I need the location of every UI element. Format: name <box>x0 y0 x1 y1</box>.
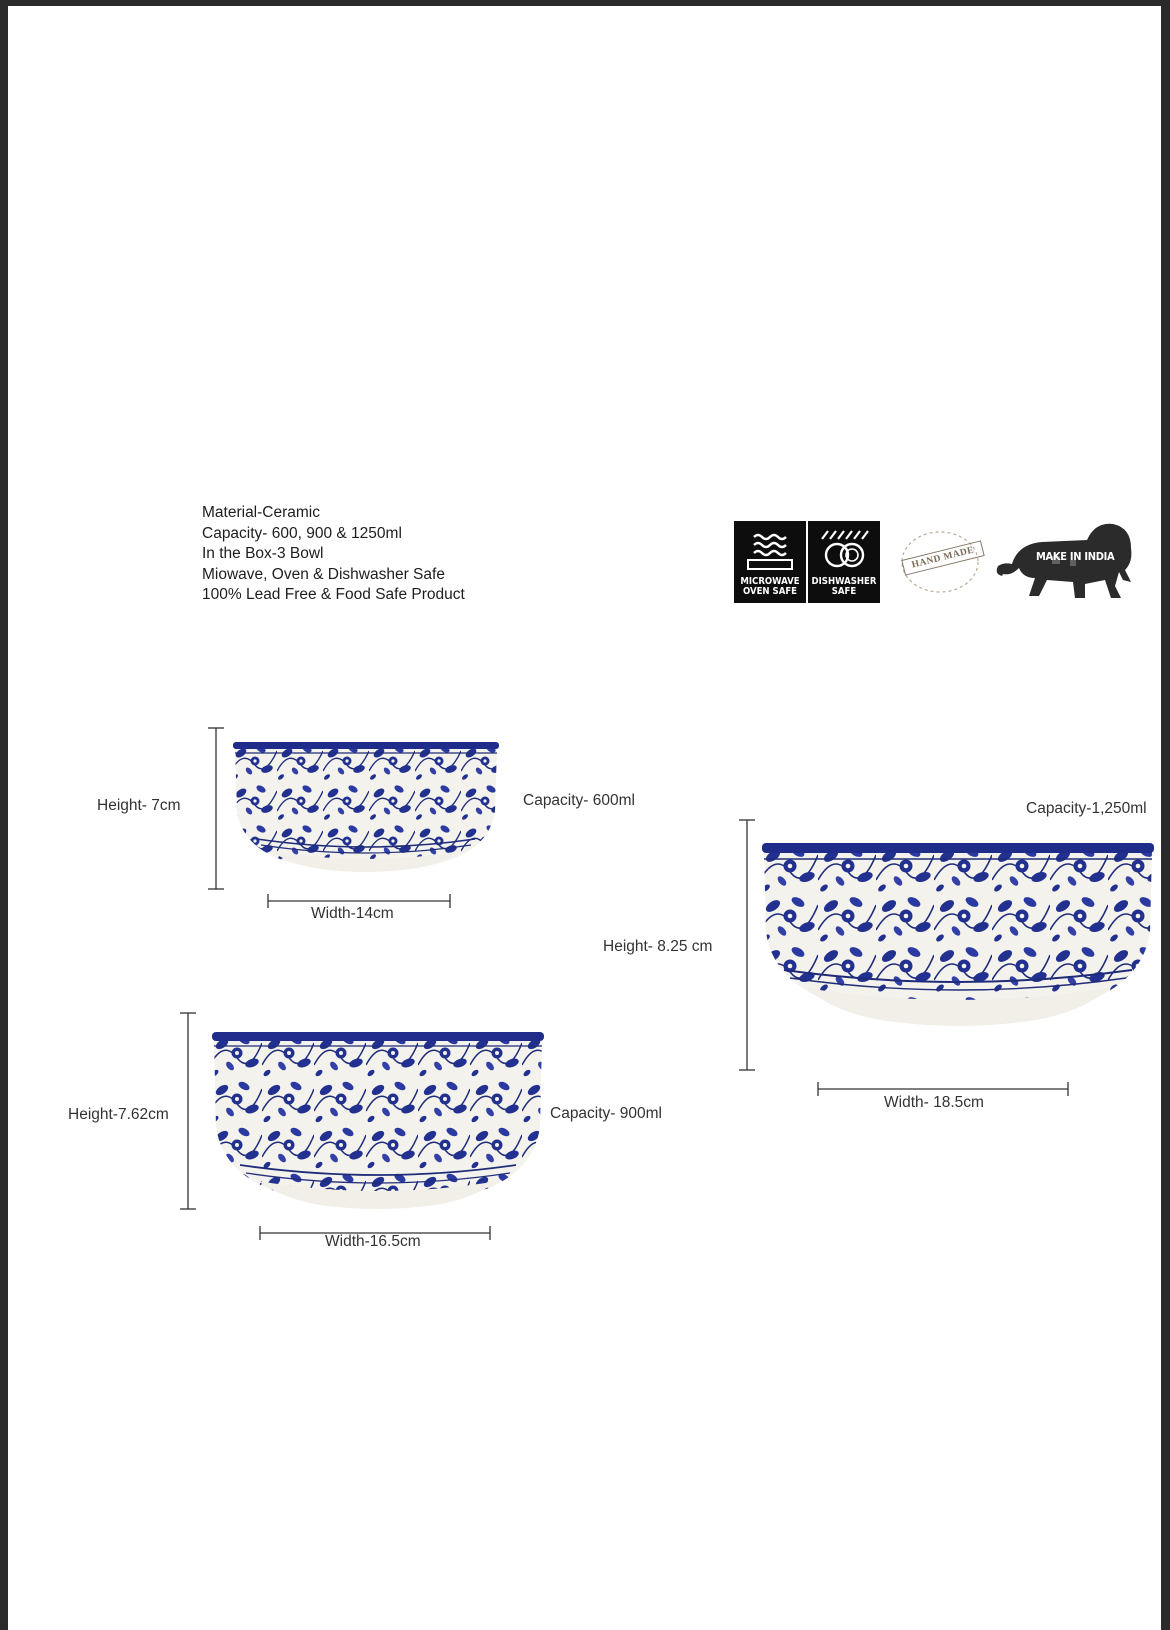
handmade-label: HAND MADE <box>901 540 984 575</box>
dishwasher-safe-badge <box>808 521 880 603</box>
microwave-waves-icon <box>734 525 806 575</box>
spec-lead-free: 100% Lead Free & Food Safe Product <box>202 586 465 604</box>
small-bowl-capacity-label: Capacity- 600ml <box>523 792 635 809</box>
make-in-india-lion-icon <box>992 516 1142 611</box>
handmade-stamp <box>894 526 986 598</box>
large-bowl-height-dimension <box>737 818 757 1072</box>
large-bowl-width-label: Width- 18.5cm <box>884 1094 984 1111</box>
small-bowl-height-dimension <box>206 726 226 891</box>
medium-bowl-image <box>210 1031 546 1219</box>
spec-capacity: Capacity- 600, 900 & 1250ml <box>202 524 402 542</box>
spec-list <box>202 503 465 606</box>
small-bowl-image <box>231 741 501 881</box>
large-bowl-height-label: Height- 8.25 cm <box>603 938 713 955</box>
small-bowl-height-label: Height- 7cm <box>97 797 181 814</box>
spec-material: Material-Ceramic <box>202 504 320 521</box>
medium-bowl-height-dimension <box>178 1011 198 1211</box>
microwave-safe-badge <box>734 521 806 603</box>
spec-safe: Miowave, Oven & Dishwasher Safe <box>202 565 445 583</box>
make-in-india-label: MAKE IN INDIA <box>1036 550 1115 563</box>
large-bowl-image <box>760 842 1156 1042</box>
medium-bowl-width-label: Width-16.5cm <box>325 1233 421 1250</box>
large-bowl-capacity-label: Capacity-1,250ml <box>1026 800 1147 817</box>
dishwasher-badge-label: DISHWASHER SAFE <box>811 576 877 597</box>
small-bowl-width-label: Width-14cm <box>311 905 394 922</box>
medium-bowl-capacity-label: Capacity- 900ml <box>550 1105 662 1122</box>
dishwasher-plates-icon <box>808 525 880 575</box>
microwave-badge-label: MICROWAVE OVEN SAFE <box>740 576 800 597</box>
product-image-frame <box>8 6 1161 1630</box>
spec-in-box: In the Box-3 Bowl <box>202 545 324 563</box>
medium-bowl-height-label: Height-7.62cm <box>68 1106 169 1123</box>
